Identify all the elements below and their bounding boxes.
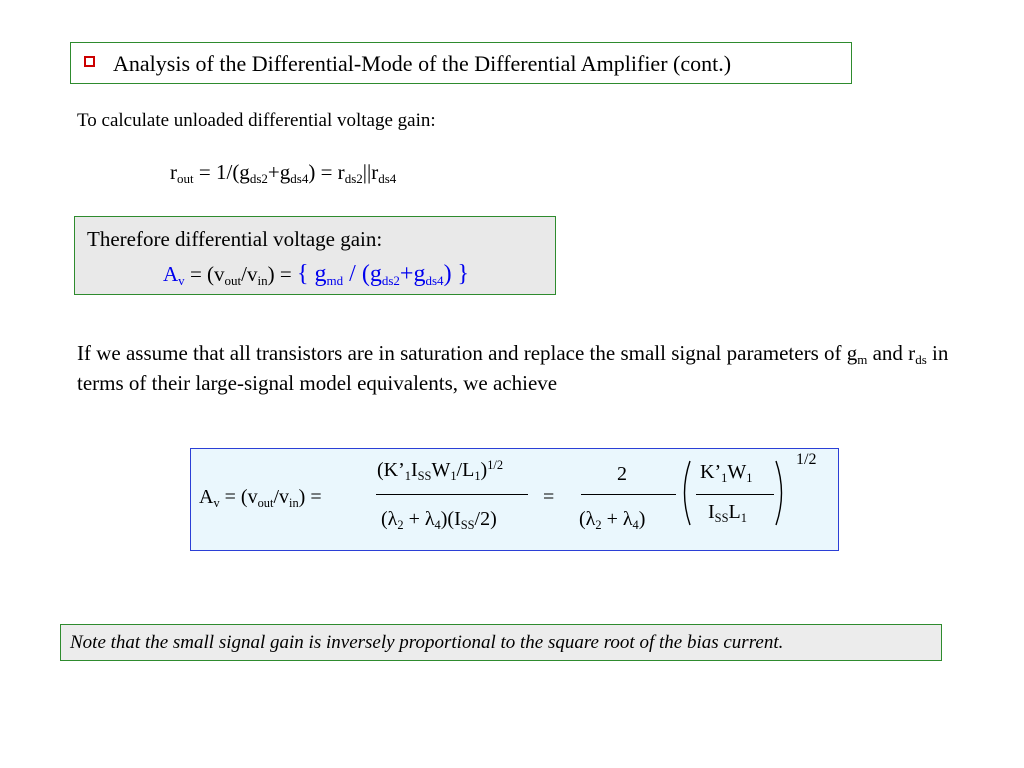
fraction3-denominator: $I_{SS}L_1$ xyxy=(708,501,747,525)
slide-title: Analysis of the Differential-Mode of the Differential Amplifier (cont.) xyxy=(113,51,732,76)
formula-lhs: $A_v = (v_{out}/v_{in})$ = xyxy=(199,486,322,510)
fraction2-bar xyxy=(581,494,676,495)
sqrt-exponent: 1/2 xyxy=(796,451,817,468)
fraction1-numerator: $(K’_1I_{SS}W_1/L_1)^{1/2}$ xyxy=(377,458,504,483)
assumption-paragraph: If we assume that all transistors are in saturation and replace the small signal parameters of $g_m$ and $r_{ds}$ in terms of their large-signal model equivalents, we achieve xyxy=(77,341,949,395)
large-signal-gain-box xyxy=(190,448,839,551)
note-box xyxy=(60,624,942,661)
equals-sign: = xyxy=(543,486,555,508)
gain-result-label: Therefore differential voltage gain: xyxy=(87,227,383,251)
slide-title-box xyxy=(70,42,852,84)
fraction3-numerator: $K’_1W_1$ xyxy=(700,461,753,485)
fraction2-numerator: 2 xyxy=(617,463,627,485)
checkbox-bullet-icon xyxy=(84,56,95,67)
fraction1-bar xyxy=(376,494,528,495)
intro-text: To calculate unloaded differential voltage gain: xyxy=(77,110,436,131)
rout-equation: $r_{out} = 1/(g_{ds2}+g_{ds4}) = r_{ds2}||r_{ds4}$ xyxy=(170,160,397,187)
gain-equation: $A_v = (v_{out}/v_{in})$ = { $g_{md} / (g_{ds2}+g_{ds4})$ } xyxy=(163,261,470,289)
fraction3-bar xyxy=(696,494,774,495)
note-text: Note that the small signal gain is inversely proportional to the square root of the bias current. xyxy=(70,632,784,653)
gain-result-box xyxy=(74,216,556,295)
fraction1-denominator: $(\lambda_2 + \lambda_4)(I_{SS}/2)$ xyxy=(381,508,497,532)
fraction2-denominator: $(\lambda_2 + \lambda_4)$ xyxy=(579,508,646,532)
